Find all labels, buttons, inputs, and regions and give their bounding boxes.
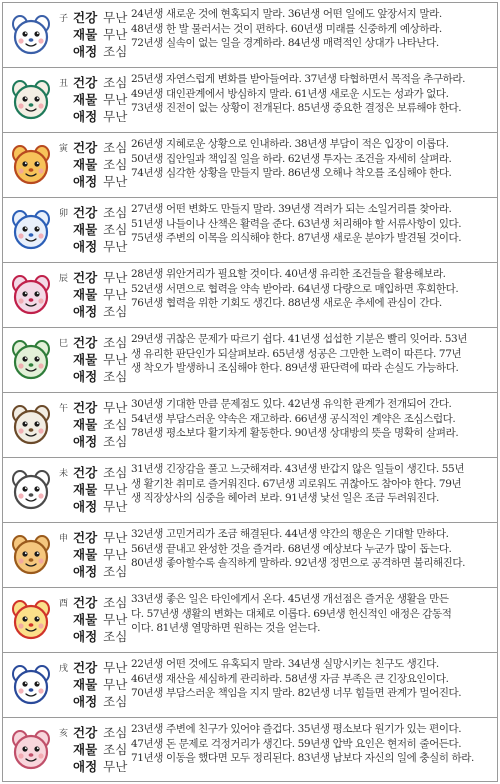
- fortune-line: 생 착오가 발생하니 조심해야 한다. 89년생 판단력에 따라 손실도 가능하다.: [131, 362, 459, 374]
- love-rating: [73, 238, 129, 255]
- health-rating-value: 조심: [103, 725, 128, 740]
- love-rating-value: 조심: [103, 44, 128, 59]
- fortune-text: [131, 332, 495, 376]
- fortune-ratings: [73, 464, 129, 515]
- fortune-line: 72년생 실속이 없는 일을 경계하라. 84년생 매력적인 상대가 나타난다.: [131, 37, 439, 49]
- zodiac-hanja: 酉: [59, 599, 69, 609]
- love-rating: [73, 563, 129, 580]
- fortune-line: 25년생 자연스럽게 변화를 받아들여라. 37년생 타협하면서 목적을 추구하라.: [131, 73, 466, 85]
- wealth-rating-value: 조심: [103, 742, 128, 757]
- health-rating: [73, 204, 129, 221]
- rabbit-icon: [9, 208, 53, 252]
- fortune-line: 47년생 돈 문제로 걱정거리가 생긴다. 59년생 압박 요인은 현저히 줄어든다.: [131, 737, 462, 750]
- fortune-text: [131, 722, 495, 766]
- monkey-icon: [9, 533, 53, 577]
- fortune-line: 50년생 집안일과 책임질 일을 하라. 62년생 투자는 조건을 자세히 살펴라.: [131, 152, 452, 165]
- love-rating: [73, 43, 129, 60]
- fortune-text: [131, 202, 495, 246]
- love-rating: [73, 368, 129, 385]
- fortune-ratings: [73, 399, 129, 450]
- fortune-ratings: [73, 529, 129, 580]
- love-rating-value: 조심: [103, 564, 128, 579]
- health-rating-value: 무난: [103, 270, 128, 285]
- love-rating-label: 애정: [73, 759, 98, 774]
- fortune-line: 49년생 대인관계에서 방심하지 말라. 61년생 새로운 시도는 성과가 없다.: [131, 87, 449, 100]
- fortune-ratings: [73, 269, 129, 320]
- health-rating-value: 조심: [103, 75, 128, 90]
- wealth-rating: [73, 741, 129, 758]
- wealth-rating: [73, 26, 129, 43]
- fortune-text: [131, 72, 495, 116]
- zodiac-hanja: 辰: [59, 274, 69, 284]
- zodiac-row-dragon: [3, 263, 497, 328]
- sheep-icon: [9, 468, 53, 512]
- fortune-text: [131, 397, 495, 441]
- wealth-rating-label: 재물: [73, 222, 98, 237]
- wealth-rating-label: 재물: [73, 677, 98, 692]
- fortune-line: 생 직장상사의 심중을 헤아려 보라. 91년생 낯선 일은 조금 두려워진다.: [131, 492, 439, 504]
- fortune-line: 33년생 좋은 일은 타인에게서 온다. 45년생 개선점은 즐거운 생활을 만든: [131, 593, 449, 605]
- wealth-rating-label: 재물: [73, 742, 98, 757]
- fortune-line: 29년생 귀찮은 문제가 따르기 쉽다. 41년생 섭섭한 기분은 빨리 잊어라. 53년: [131, 333, 467, 345]
- health-rating-label: 건강: [73, 595, 98, 610]
- zodiac-summary: [3, 458, 129, 522]
- wealth-rating-label: 재물: [73, 547, 98, 562]
- love-rating-label: 애정: [73, 499, 98, 514]
- fortune-text: [131, 7, 495, 51]
- wealth-rating-value: 조심: [103, 157, 128, 172]
- fortune-line: 생 활기찬 취미로 즐거워진다. 67년생 괴로워도 귀찮아도 참아야 한다. 79년: [131, 477, 462, 490]
- health-rating-label: 건강: [73, 660, 98, 675]
- dragon-icon: [9, 273, 53, 317]
- zodiac-hanja: 子: [59, 14, 69, 24]
- zodiac-row-monkey: [3, 523, 497, 588]
- wealth-rating-value: 무난: [103, 92, 128, 107]
- fortune-line: 78년생 평소보다 활기차게 활동한다. 90년생 상대방의 뜻을 명확히 살펴라.: [131, 427, 459, 439]
- wealth-rating-label: 재물: [73, 157, 98, 172]
- wealth-rating: [73, 221, 129, 238]
- rat-icon: [9, 13, 53, 57]
- love-rating: [73, 108, 129, 125]
- zodiac-row-snake: [3, 328, 497, 393]
- fortune-text: [131, 527, 495, 571]
- wealth-rating: [73, 676, 129, 693]
- fortune-line: 54년생 부담스러운 약속은 재고하라. 66년생 공식적인 계약은 조심스럽다.: [131, 412, 456, 425]
- health-rating-label: 건강: [73, 530, 98, 545]
- fortune-ratings: [73, 724, 129, 775]
- love-rating-label: 애정: [73, 239, 98, 254]
- snake-icon: [9, 338, 53, 382]
- wealth-rating-value: 무난: [103, 27, 128, 42]
- love-rating-label: 애정: [73, 44, 98, 59]
- wealth-rating: [73, 611, 129, 628]
- horse-icon: [9, 403, 53, 447]
- zodiac-row-horse: [3, 393, 497, 458]
- zodiac-summary: [3, 588, 129, 652]
- health-rating-value: 조심: [103, 465, 128, 480]
- fortune-line: 31년생 긴장감을 풀고 느긋해져라. 43년생 반갑지 않은 일들이 생긴다. 55년: [131, 463, 465, 475]
- fortune-ratings: [73, 74, 129, 125]
- wealth-rating-value: 무난: [103, 482, 128, 497]
- love-rating-label: 애정: [73, 694, 98, 709]
- fortune-text: [131, 462, 495, 506]
- health-rating: [73, 399, 129, 416]
- health-rating-label: 건강: [73, 140, 98, 155]
- health-rating-label: 건강: [73, 725, 98, 740]
- love-rating: [73, 303, 129, 320]
- fortune-ratings: [73, 9, 129, 60]
- love-rating-value: 무난: [103, 174, 128, 189]
- zodiac-summary: [3, 263, 129, 327]
- wealth-rating-label: 재물: [73, 352, 98, 367]
- health-rating: [73, 9, 129, 26]
- zodiac-hanja: 午: [59, 404, 69, 414]
- love-rating-value: 조심: [103, 434, 128, 449]
- health-rating-label: 건강: [73, 400, 98, 415]
- fortune-line: 다. 57년생 생활의 변화는 대체로 이롭다. 69년생 헌신적인 애정은 감동적: [131, 607, 452, 620]
- zodiac-hanja: 丑: [59, 79, 69, 89]
- fortune-line: 27년생 어떤 변화도 만들지 말라. 39년생 격려가 되는 소일거리를 찾아라.: [131, 203, 452, 215]
- fortune-line: 30년생 기대한 만큼 문제점도 있다. 42년생 유익한 관계가 전개되어 간다.: [131, 398, 452, 410]
- zodiac-hanja: 申: [59, 534, 69, 544]
- wealth-rating-label: 재물: [73, 287, 98, 302]
- wealth-rating: [73, 481, 129, 498]
- wealth-rating-label: 재물: [73, 612, 98, 627]
- wealth-rating-label: 재물: [73, 417, 98, 432]
- zodiac-row-sheep: [3, 458, 497, 523]
- love-rating-label: 애정: [73, 304, 98, 319]
- zodiac-row-tiger: [3, 133, 497, 198]
- health-rating-label: 건강: [73, 270, 98, 285]
- zodiac-summary: [3, 328, 129, 392]
- zodiac-summary: [3, 133, 129, 197]
- wealth-rating-label: 재물: [73, 482, 98, 497]
- fortune-line: 56년생 끝내고 완성한 것을 즐겨라. 68년생 예상보다 누군가 많이 돕는다.: [131, 542, 452, 555]
- fortune-ratings: [73, 139, 129, 190]
- health-rating-label: 건강: [73, 335, 98, 350]
- love-rating-value: 조심: [103, 369, 128, 384]
- wealth-rating: [73, 156, 129, 173]
- health-rating-value: 무난: [103, 660, 128, 675]
- love-rating: [73, 628, 129, 645]
- zodiac-row-rat: [3, 3, 497, 68]
- health-rating-label: 건강: [73, 75, 98, 90]
- wealth-rating: [73, 546, 129, 563]
- zodiac-row-rooster: [3, 588, 497, 653]
- zodiac-summary: [3, 653, 129, 717]
- zodiac-summary: [3, 523, 129, 587]
- fortune-line: 26년생 지혜로운 상황으로 인내하라. 38년생 부담이 적은 입장이 이롭다.: [131, 138, 449, 150]
- health-rating: [73, 334, 129, 351]
- love-rating-value: 무난: [103, 759, 128, 774]
- wealth-rating: [73, 416, 129, 433]
- health-rating-value: 조심: [103, 140, 128, 155]
- health-rating-label: 건강: [73, 205, 98, 220]
- health-rating: [73, 724, 129, 741]
- fortune-text: [131, 592, 495, 636]
- fortune-line: 76년생 협력을 위한 기회도 생긴다. 88년생 새로운 추세에 관심이 간다.: [131, 297, 442, 309]
- health-rating: [73, 529, 129, 546]
- zodiac-row-pig: [3, 718, 497, 783]
- love-rating-value: 무난: [103, 109, 128, 124]
- love-rating-label: 애정: [73, 109, 98, 124]
- zodiac-row-ox: [3, 68, 497, 133]
- health-rating: [73, 269, 129, 286]
- zodiac-hanja: 戌: [59, 664, 69, 674]
- health-rating-value: 조심: [103, 335, 128, 350]
- dog-icon: [9, 663, 53, 707]
- love-rating: [73, 498, 129, 515]
- love-rating: [73, 173, 129, 190]
- fortune-ratings: [73, 334, 129, 385]
- fortune-line: 52년생 서면으로 협력을 약속 받아라. 64년생 다량으로 매입하면 후회한다.: [131, 282, 459, 295]
- health-rating-value: 조심: [103, 595, 128, 610]
- health-rating-label: 건강: [73, 465, 98, 480]
- rooster-icon: [9, 598, 53, 642]
- love-rating-value: 조심: [103, 694, 128, 709]
- wealth-rating-label: 재물: [73, 27, 98, 42]
- zodiac-summary: [3, 3, 129, 67]
- love-rating-label: 애정: [73, 629, 98, 644]
- zodiac-hanja: 巳: [59, 339, 69, 349]
- fortune-text: [131, 267, 495, 311]
- fortune-ratings: [73, 204, 129, 255]
- zodiac-hanja: 寅: [59, 144, 69, 154]
- health-rating: [73, 659, 129, 676]
- wealth-rating-value: 무난: [103, 287, 128, 302]
- health-rating-value: 무난: [103, 530, 128, 545]
- wealth-rating-label: 재물: [73, 92, 98, 107]
- wealth-rating: [73, 91, 129, 108]
- zodiac-summary: [3, 198, 129, 262]
- zodiac-row-rabbit: [3, 198, 497, 263]
- fortune-ratings: [73, 659, 129, 710]
- wealth-rating-value: 무난: [103, 612, 128, 627]
- wealth-rating: [73, 351, 129, 368]
- fortune-line: 71년생 이동을 했다면 모두 정리된다. 83년생 남보다 자신의 일에 충실히 하라.: [131, 752, 474, 764]
- fortune-line: 32년생 고민거리가 조금 해결된다. 44년생 약간의 행운은 기대할 만하다.: [131, 528, 449, 540]
- zodiac-summary: [3, 718, 129, 783]
- zodiac-row-dog: [3, 653, 497, 718]
- wealth-rating-value: 무난: [103, 352, 128, 367]
- tiger-icon: [9, 143, 53, 187]
- fortune-line: 생 유리한 판단인가 되살펴보라. 65년생 성공은 그만한 노력이 따른다. 77년: [131, 347, 462, 360]
- wealth-rating-value: 조심: [103, 417, 128, 432]
- fortune-line: 51년생 나들이나 산책은 활력을 준다. 63년생 처리해야 할 서류사항이 있다.: [131, 217, 462, 230]
- zodiac-summary: [3, 393, 129, 457]
- zodiac-hanja: 亥: [59, 729, 69, 739]
- fortune-line: 46년생 재산을 세심하게 관리하라. 58년생 자금 부족은 큰 긴장요인이다.: [131, 672, 449, 685]
- health-rating: [73, 464, 129, 481]
- love-rating: [73, 758, 129, 775]
- wealth-rating: [73, 286, 129, 303]
- fortune-line: 24년생 새로운 것에 현혹되지 말라. 36년생 어떤 일에도 앞장서지 말라.: [131, 8, 442, 20]
- zodiac-fortune-table: [2, 2, 498, 782]
- zodiac-hanja: 卯: [59, 209, 69, 219]
- pig-icon: [9, 728, 53, 772]
- love-rating-value: 조심: [103, 629, 128, 644]
- fortune-ratings: [73, 594, 129, 645]
- health-rating-label: 건강: [73, 10, 98, 25]
- wealth-rating-value: 조심: [103, 222, 128, 237]
- love-rating: [73, 433, 129, 450]
- fortune-line: 75년생 주변의 이목을 의식해야 한다. 87년생 새로운 분야가 발견될 것이다.: [131, 232, 462, 244]
- health-rating-value: 무난: [103, 400, 128, 415]
- love-rating-value: 무난: [103, 499, 128, 514]
- love-rating-label: 애정: [73, 174, 98, 189]
- fortune-line: 48년생 한 발 물러서는 것이 편하다. 60년생 미래를 신중하게 예상하라.: [131, 22, 442, 35]
- fortune-text: [131, 657, 495, 701]
- health-rating: [73, 139, 129, 156]
- fortune-text: [131, 137, 495, 181]
- love-rating-label: 애정: [73, 434, 98, 449]
- ox-icon: [9, 78, 53, 122]
- fortune-line: 23년생 주변에 친구가 있어야 즐겁다. 35년생 평소보다 원기가 있는 편이다.: [131, 723, 462, 735]
- love-rating-value: 무난: [103, 239, 128, 254]
- love-rating: [73, 693, 129, 710]
- wealth-rating-value: 무난: [103, 677, 128, 692]
- love-rating-value: 조심: [103, 304, 128, 319]
- love-rating-label: 애정: [73, 564, 98, 579]
- health-rating-value: 무난: [103, 10, 128, 25]
- fortune-line: 70년생 부담스러운 책임을 지지 말라. 82년생 너무 힘들면 관계가 멀어진다.: [131, 687, 462, 699]
- zodiac-hanja: 未: [59, 469, 69, 479]
- fortune-line: 74년생 심각한 상황을 만들지 말라. 86년생 오해나 착오를 조심해야 한다.: [131, 167, 452, 179]
- love-rating-label: 애정: [73, 369, 98, 384]
- fortune-line: 28년생 위안거리가 필요할 것이다. 40년생 유리한 조건들을 활용해보라.: [131, 268, 446, 280]
- fortune-line: 80년생 좋아할수록 솔직하게 말하라. 92년생 정면으로 공격하면 불리해진다.: [131, 557, 466, 569]
- zodiac-summary: [3, 68, 129, 132]
- health-rating: [73, 74, 129, 91]
- wealth-rating-value: 무난: [103, 547, 128, 562]
- health-rating-value: 조심: [103, 205, 128, 220]
- health-rating: [73, 594, 129, 611]
- fortune-line: 73년생 진전이 없는 상황이 전개된다. 85년생 중요한 결정은 보류해야 한다.: [131, 102, 462, 114]
- fortune-line: 이다. 81년생 열망하면 원하는 것을 얻는다.: [131, 622, 321, 634]
- fortune-line: 22년생 어떤 것에도 유혹되지 말라. 34년생 실망시키는 친구도 생긴다.: [131, 658, 439, 670]
